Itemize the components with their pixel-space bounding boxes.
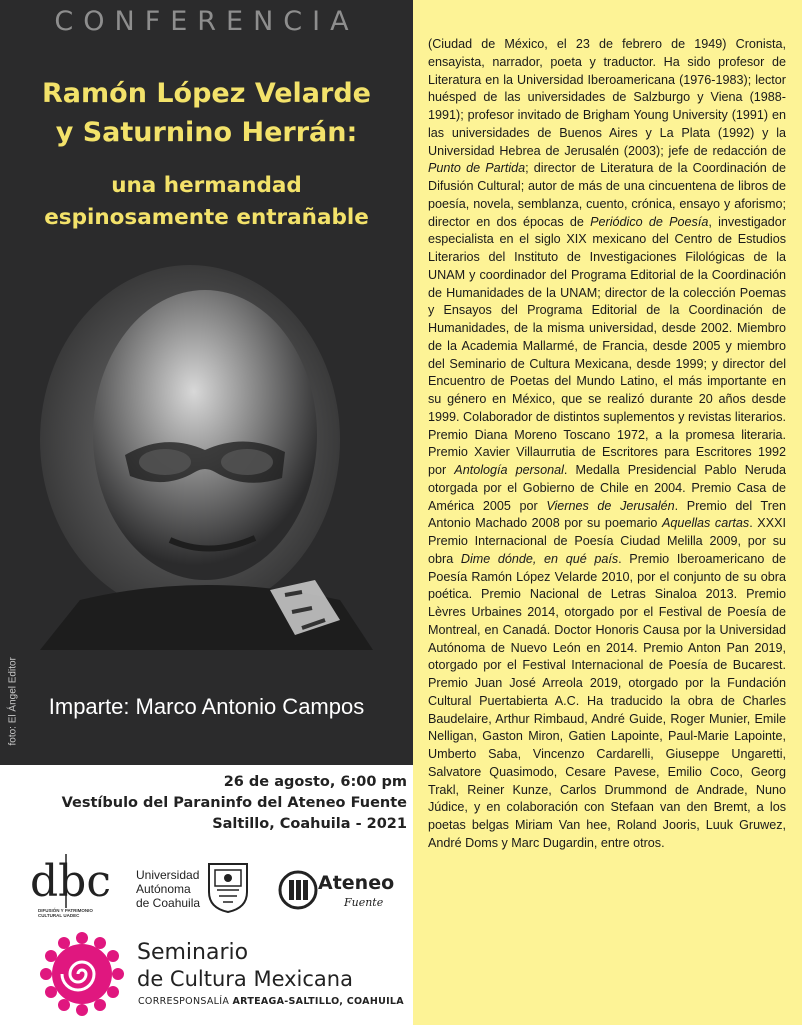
lecture-subtitle-line-1: una hermandad bbox=[111, 173, 302, 198]
photo-credit: foto: El Ángel Editor bbox=[7, 657, 19, 746]
event-details bbox=[0, 772, 407, 835]
lecture-subtitle-line-2: espinosamente entrañable bbox=[44, 205, 369, 230]
lecture-title-line-2: y Saturnino Herrán: bbox=[55, 117, 358, 148]
event-date-time: 26 de agosto, 6:00 pm bbox=[223, 774, 407, 790]
svg-text:dbc: dbc bbox=[30, 856, 111, 907]
smc-correspondent: CORRESPONSALÍA ARTEAGA-SALTILLO, COAHUILA bbox=[138, 996, 404, 1007]
smc-name-line-1: Seminario bbox=[137, 940, 249, 965]
event-venue: Vestíbulo del Paraninfo del Ateneo Fuente bbox=[61, 795, 407, 811]
event-type-heading: CONFERENCIA bbox=[54, 6, 359, 37]
ateneo-logo-sub: Fuente bbox=[344, 896, 384, 909]
speaker-biography: (Ciudad de México, el 23 de febrero de 1949) Cronista, ensayista, narrador, poeta y traductor. Ha sido profesor de Literatura en la Universidad Iberoamericana (1976-1983); lector huésped de las universidades de Salzburgo y Viena (1988-1991); profesor invitado de Brigham Young University (1991) en las universidades de Buenos Aires y La Plata (1992) y la Universidad Hebrea de Jerusalén (2003); jefe de redacción de Punto de Partida; director de Literatura de la Coordinación de Difusión Cultural; autor de más de una cincuentena de libros de poesía, novela, semblanza, cuento, crónica, ensayo y aforismo; director en dos épocas de Periódico de Poesía, investigador especialista en el siglo XIX mexicano del Centro de Estudios Literarios del Instituto de Investigaciones Filológicas de la UNAM y coordinador del Programa Editorial de la Coordinación de Humanidades de la UNAM; director de la colección Poemas y Ensayos del Programa Editorial de la Coordinación de Humanidades, de la misma universidad, desde 2002. Miembro de la Academia Mallarmé, de Francia, desde 2005 y miembro del Seminario de Cultura Mexicana, desde 1999; y director del Encuentro de Poetas del Mundo Latino, el más importante en su género en México, que se realizó durante 20 años desde 1999. Colaborador de distintos suplementos y revistas literarios. Premio Diana Moreno Toscano 1972, a la promesa literaria. Premio Xavier Villaurrutia de Escritores para Escritores 1992 por Antología personal. Medalla Presidencial Pablo Neruda otorgada por el Gobierno de Chile en 2004. Premio Casa de América 2005 por Viernes de Jerusalén. Premio del Tren Antonio Machado 2008 por su poemario Aquellas cartas. XXXI Premio Internacional de Poesía Ciudad Melilla 2009, por su obra Dime dónde, en qué país. Premio Iberoamericano de Poesía Ramón López Velarde 2010, por el conjunto de su obra poética. Premio Nacional de Letras Sinaloa 2013. Premio Lèvres Urbaines 2014, otorgado por el Festival de Poesía de Montreal, en Canadá. Doctor Honoris Causa por la Universidad Autónoma de Nuevo León en 2014. Premio Anton Pan 2019, otorgado por el Festival Internacional de Poesía de Bucarest. Premio Juan José Arreola 2019, otorgado por la Fundación Cultural Puertabierta A.C. Ha traducido la obra de Charles Baudelaire, Arthur Rimbaud, André Guide, Roger Munier, Emile Nelligan, Gaston Miron, Gatien Lapointe, Paul-Marie Lapointe, Umberto Saba, Vincenzo Cardarelli, Giuseppe Ungaretti, Salvatore Quasimodo, Cesare Pavese, Emilio Coco, Georg Trakl, Reiner Kunze, Carlos Drummond de Andrade, Nuno Júdice, y en colaboración con Stefaan van den Bremt, a los poetas belgas Miriam Van hee, Roland Jooris, Luuk Gruwez, André Doms y Marc Dugardin, entre otros. bbox=[428, 37, 787, 850]
smc-logo-icon bbox=[38, 930, 126, 1018]
uac-seal-icon bbox=[205, 860, 251, 914]
event-city-year: Saltillo, Coahuila - 2021 bbox=[212, 816, 407, 832]
ateneo-logo-name: Ateneo bbox=[318, 872, 395, 894]
smc-name-line-2: de Cultura Mexicana bbox=[137, 967, 353, 991]
uac-logo-text: Universidad Autónoma de Coahuila bbox=[136, 868, 201, 910]
lecture-title bbox=[0, 74, 413, 152]
dbc-logo-caption: DIFUSIÓN Y PATRIMONIO CULTURAL UADEC bbox=[38, 908, 93, 918]
speaker-label: Imparte: Marco Antonio Campos bbox=[48, 694, 365, 719]
speaker-portrait bbox=[40, 240, 373, 650]
lecture-subtitle bbox=[0, 170, 413, 234]
lecture-title-line-1: Ramón López Velarde bbox=[42, 78, 371, 109]
